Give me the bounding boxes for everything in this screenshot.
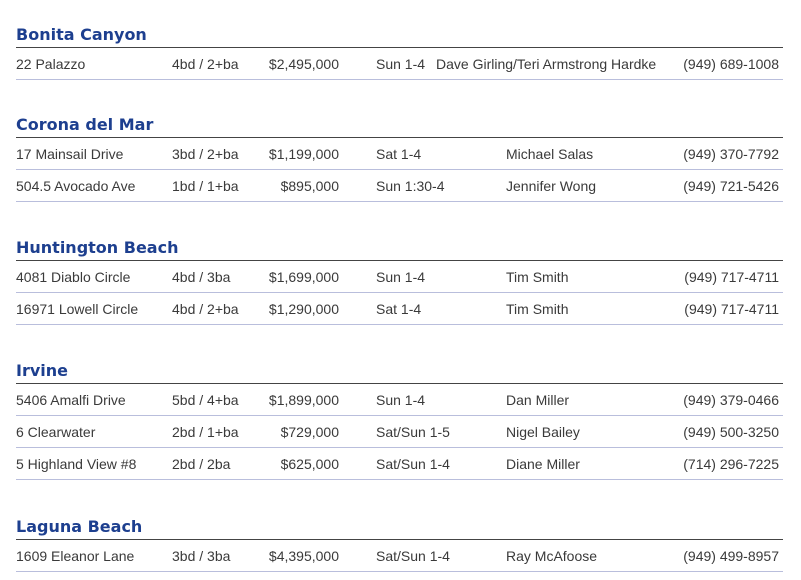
listing-price: $625,000 bbox=[280, 456, 339, 472]
listing-beds-baths: 3bd / 2+ba bbox=[172, 146, 239, 162]
listing-beds-baths: 2bd / 1+ba bbox=[172, 424, 239, 440]
listing-row bbox=[16, 170, 783, 202]
listing-agent: Nigel Bailey bbox=[506, 424, 580, 440]
listing-price: $4,395,000 bbox=[268, 548, 339, 564]
listing-address: 6 Clearwater bbox=[16, 424, 96, 440]
listing-phone: (949) 500-3250 bbox=[683, 424, 779, 440]
listing-agent: Diane Miller bbox=[506, 456, 580, 472]
listing-price: $1,290,000 bbox=[268, 301, 339, 317]
listing-agent: Michael Salas bbox=[506, 146, 594, 162]
listing-beds-baths: 4bd / 2+ba bbox=[172, 301, 239, 317]
listing-open-house-time: Sun 1-4 bbox=[376, 56, 426, 72]
listing-address: 16971 Lowell Circle bbox=[16, 301, 139, 317]
listing-open-house-time: Sat 1-4 bbox=[376, 301, 422, 317]
section-heading: Bonita Canyon bbox=[16, 25, 783, 48]
listing-phone: (949) 379-0466 bbox=[683, 392, 779, 408]
listing-beds-baths: 3bd / 3ba bbox=[172, 548, 231, 564]
listing-price: $2,495,000 bbox=[268, 56, 339, 72]
listing-address: 22 Palazzo bbox=[16, 56, 86, 72]
listing-row bbox=[16, 293, 783, 325]
listing-agent: Tim Smith bbox=[506, 269, 569, 285]
listing-agent: Ray McAfoose bbox=[506, 548, 598, 564]
listing-address: 4081 Diablo Circle bbox=[16, 269, 131, 285]
listing-open-house-time: Sat/Sun 1-5 bbox=[376, 424, 450, 440]
listing-phone: (949) 721-5426 bbox=[683, 178, 779, 194]
listing-beds-baths: 4bd / 2+ba bbox=[172, 56, 239, 72]
listing-address: 1609 Eleanor Lane bbox=[16, 548, 135, 564]
listing-beds-baths: 1bd / 1+ba bbox=[172, 178, 239, 194]
listing-beds-baths: 2bd / 2ba bbox=[172, 456, 231, 472]
listing-open-house-time: Sun 1-4 bbox=[376, 392, 426, 408]
listing-open-house-time: Sun 1-4 bbox=[376, 269, 426, 285]
listing-open-house-time: Sat/Sun 1-4 bbox=[376, 456, 450, 472]
listing-price: $1,899,000 bbox=[268, 392, 339, 408]
listing-price: $1,699,000 bbox=[268, 269, 339, 285]
listing-phone: (949) 717-4711 bbox=[684, 301, 779, 317]
listing-open-house-time: Sun 1:30-4 bbox=[376, 178, 445, 194]
listing-address: 504.5 Avocado Ave bbox=[16, 178, 136, 194]
listing-agent: Dave Girling/Teri Armstrong Hardke bbox=[436, 56, 657, 72]
listing-phone: (949) 370-7792 bbox=[683, 146, 779, 162]
listing-address: 17 Mainsail Drive bbox=[16, 146, 124, 162]
listing-phone: (949) 717-4711 bbox=[684, 269, 779, 285]
listing-agent: Tim Smith bbox=[506, 301, 569, 317]
listing-row bbox=[16, 138, 783, 170]
listing-open-house-time: Sat/Sun 1-4 bbox=[376, 548, 450, 564]
section-corona-del-mar bbox=[16, 115, 783, 202]
listing-agent: Dan Miller bbox=[506, 392, 570, 408]
section-heading: Laguna Beach bbox=[16, 517, 783, 540]
listing-row bbox=[16, 416, 783, 448]
listing-price: $1,199,000 bbox=[268, 146, 339, 162]
listing-row bbox=[16, 384, 783, 416]
listing-beds-baths: 4bd / 3ba bbox=[172, 269, 231, 285]
section-irvine bbox=[16, 361, 783, 480]
listing-price: $895,000 bbox=[280, 178, 339, 194]
section-heading: Huntington Beach bbox=[16, 238, 783, 261]
listing-open-house-time: Sat 1-4 bbox=[376, 146, 422, 162]
section-bonita-canyon bbox=[16, 25, 783, 80]
listing-agent: Jennifer Wong bbox=[506, 178, 597, 194]
listing-beds-baths: 5bd / 4+ba bbox=[172, 392, 239, 408]
section-huntington-beach bbox=[16, 238, 783, 325]
section-heading: Corona del Mar bbox=[16, 115, 783, 138]
listing-price: $729,000 bbox=[280, 424, 339, 440]
listing-phone: (949) 689-1008 bbox=[683, 56, 779, 72]
listing-address: 5406 Amalfi Drive bbox=[16, 392, 126, 408]
listing-row bbox=[16, 540, 783, 572]
section-laguna-beach bbox=[16, 517, 783, 572]
listing-row bbox=[16, 448, 783, 480]
listing-address: 5 Highland View #8 bbox=[16, 456, 137, 472]
listing-phone: (714) 296-7225 bbox=[683, 456, 779, 472]
listing-phone: (949) 499-8957 bbox=[683, 548, 779, 564]
section-heading: Irvine bbox=[16, 361, 783, 384]
listing-row bbox=[16, 261, 783, 293]
listing-row bbox=[16, 48, 783, 80]
